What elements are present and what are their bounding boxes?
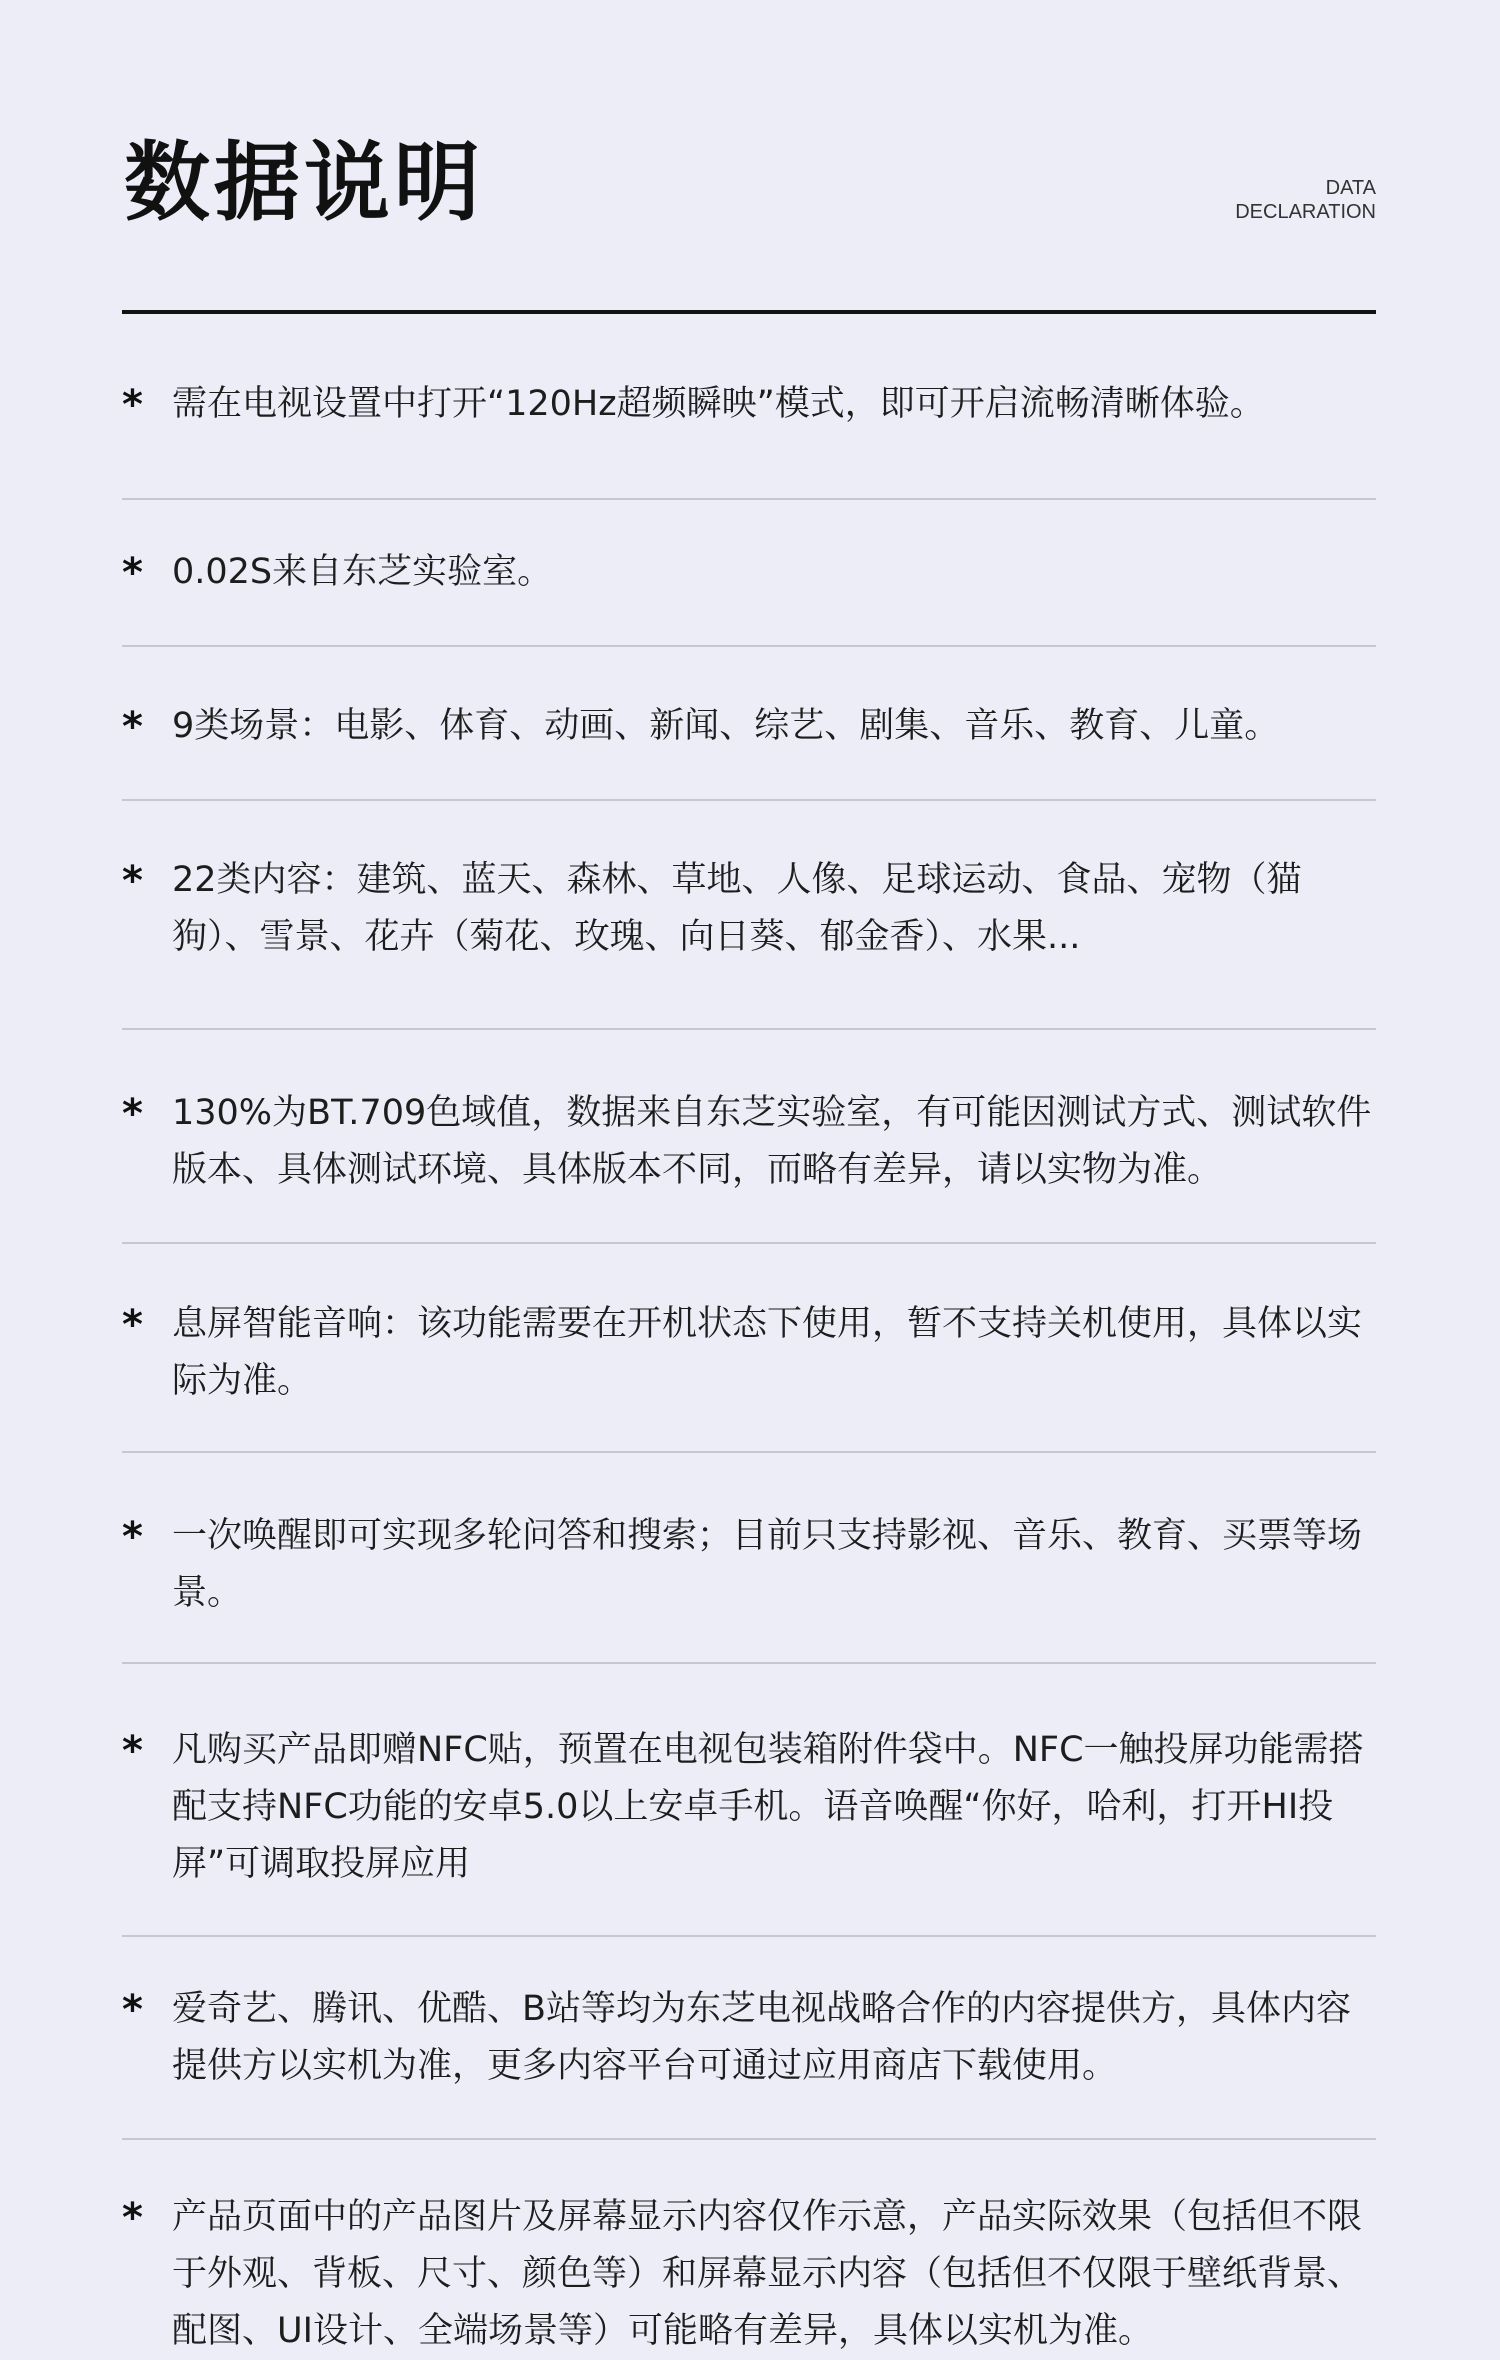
- list-item-text: 凡购买产品即赠NFC贴，预置在电视包装箱附件袋中。NFC一触投屏功能需搭配支持NFC功能的安卓5.0以上安卓手机。语音唤醒“你好，哈利，打开HI投屏”可调取投屏应用: [172, 1730, 1364, 1884]
- list-item-text: 0.02S来自东芝实验室。: [172, 552, 553, 592]
- bullet-asterisk: *: [122, 1514, 143, 1560]
- bullet-asterisk: *: [122, 382, 143, 428]
- bullet-asterisk: *: [122, 858, 143, 904]
- list-item-text: 产品页面中的产品图片及屏幕显示内容仅作示意，产品实际效果（包括但不限于外观、背板、尺寸、颜色等）和屏幕显示内容（包括但不仅限于壁纸背景、配图、UI设计、全端场景等）可能略有差异，具体以实机为准。: [172, 2197, 1363, 2351]
- item-divider: [122, 498, 1376, 500]
- bullet-asterisk: *: [122, 550, 143, 596]
- item-divider: [122, 1028, 1376, 1030]
- list-item-text: 一次唤醒即可实现多轮问答和搜索；目前只支持影视、音乐、教育、买票等场景。: [172, 1516, 1363, 1613]
- bullet-asterisk: *: [122, 1728, 143, 1774]
- item-divider: [122, 2138, 1376, 2140]
- list-item-text: 需在电视设置中打开“120Hz超频瞬映”模式，即可开启流畅清晰体验。: [172, 384, 1265, 424]
- header-divider: [122, 310, 1376, 314]
- bullet-asterisk: *: [122, 1987, 143, 2033]
- page-title: 数据说明: [124, 133, 484, 233]
- subtitle-line-1: DATA: [1325, 177, 1376, 199]
- list-item-text: 130%为BT.709色域值，数据来自东芝实验室，有可能因测试方式、测试软件版本、具体测试环境、具体版本不同，而略有差异，请以实物为准。: [172, 1093, 1372, 1190]
- subtitle-line-2: DECLARATION: [1235, 201, 1376, 223]
- bullet-asterisk: *: [122, 2195, 143, 2241]
- bullet-asterisk: *: [122, 1302, 143, 1348]
- item-divider: [122, 1451, 1376, 1453]
- list-item-text: 22类内容：建筑、蓝天、森林、草地、人像、足球运动、食品、宠物（猫狗）、雪景、花卉（菊花、玫瑰、向日葵、郁金香）、水果...: [172, 860, 1302, 957]
- item-divider: [122, 1935, 1376, 1937]
- bullet-asterisk: *: [122, 1091, 143, 1137]
- bullet-asterisk: *: [122, 704, 143, 750]
- list-item-text: 息屏智能音响：该功能需要在开机状态下使用，暂不支持关机使用，具体以实际为准。: [172, 1304, 1363, 1401]
- item-divider: [122, 1662, 1376, 1664]
- list-item-text: 9类场景：电影、体育、动画、新闻、综艺、剧集、音乐、教育、儿童。: [172, 706, 1280, 746]
- item-divider: [122, 645, 1376, 647]
- item-divider: [122, 799, 1376, 801]
- item-divider: [122, 1242, 1376, 1244]
- list-item-text: 爱奇艺、腾讯、优酷、B站等均为东芝电视战略合作的内容提供方，具体内容提供方以实机为准，更多内容平台可通过应用商店下载使用。: [172, 1989, 1352, 2086]
- page-subtitle: [1235, 176, 1376, 224]
